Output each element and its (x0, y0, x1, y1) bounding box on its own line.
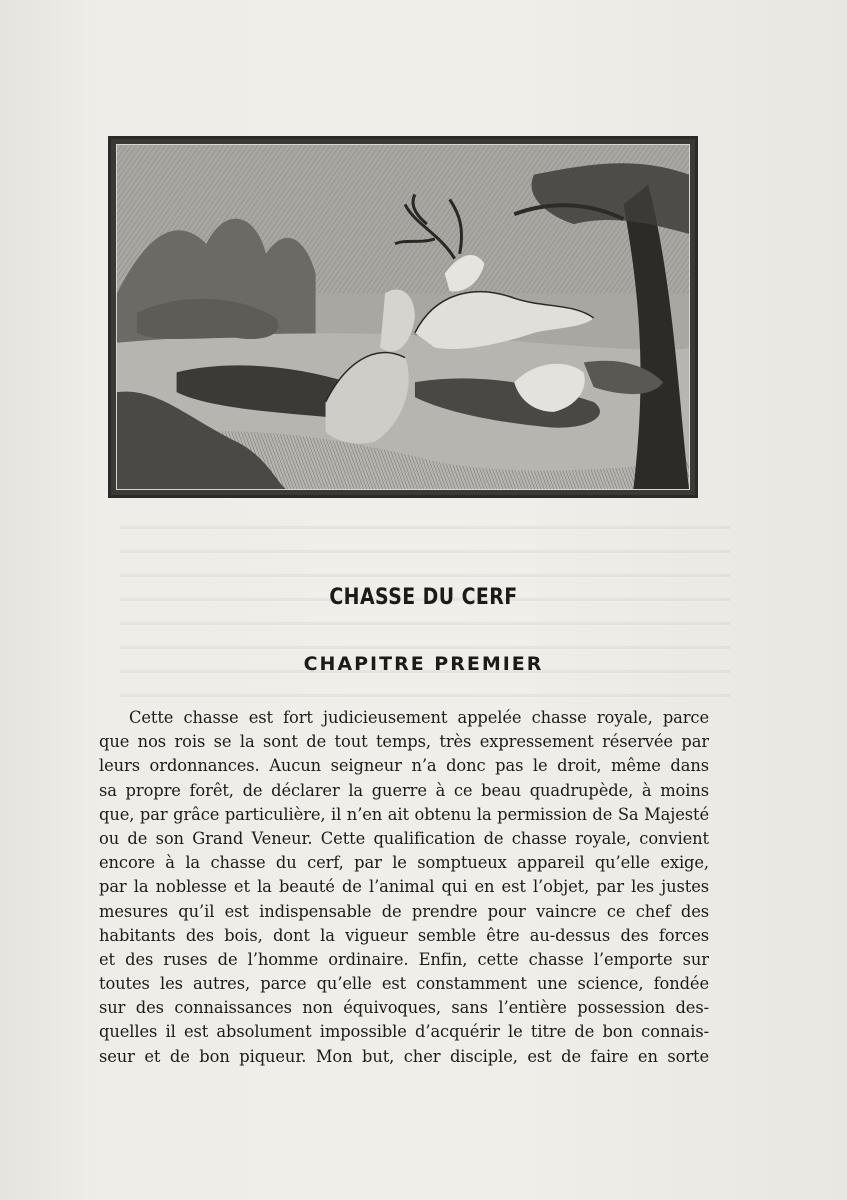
text-line: sa propre forêt, de déclarer la guerre à ce beau quadrupède, à moins (99, 780, 709, 800)
engraving-image (116, 144, 690, 490)
text-line: encore à la chasse du cerf, par le somptueux appareil qu’elle exige, (99, 853, 709, 873)
text-line: que nos rois se la sont de tout temps, très expressement réservée par (99, 732, 709, 752)
text-line: mesures qu’il est indispensable de prendre pour vaincre ce chef des (99, 901, 709, 921)
text-line: toutes les autres, parce qu’elle est constamment une science, fondée (99, 974, 709, 994)
chapter-heading: CHAPITRE PREMIER (303, 653, 544, 675)
text-line: sur des connaissances non équivoques, sans l’entière possession des- (99, 998, 709, 1018)
engraving-drawing (117, 145, 689, 489)
page-title: CHASSE DU CERF (329, 585, 518, 610)
stag-hunt-engraving (108, 136, 698, 498)
text-line: par la noblesse et la beauté de l’animal qui en est l’objet, par les justes (99, 877, 709, 897)
text-line: et des ruses de l’homme ordinaire. Enfin, cette chasse l’emporte sur (99, 949, 709, 969)
text-line: habitants des bois, dont la vigueur semble être au-dessus des forces (99, 925, 709, 945)
text-line: leurs ordonnances. Aucun seigneur n’a donc pas le droit, même dans (99, 756, 709, 776)
text-line: Cette chasse est fort judicieusement appelée chasse royale, parce (129, 708, 709, 727)
text-line: ou de son Grand Veneur. Cette qualification de chasse royale, convient (99, 828, 709, 848)
text-line: seur et de bon piqueur. Mon but, cher disciple, est de faire en sorte (99, 1046, 709, 1066)
text-line: que, par grâce particulière, il n’en ait obtenu la permission de Sa Majesté (99, 804, 709, 824)
text-line: quelles il est absolument impossible d’acquérir le titre de bon connais- (99, 1022, 709, 1042)
body-paragraph (99, 706, 709, 1069)
